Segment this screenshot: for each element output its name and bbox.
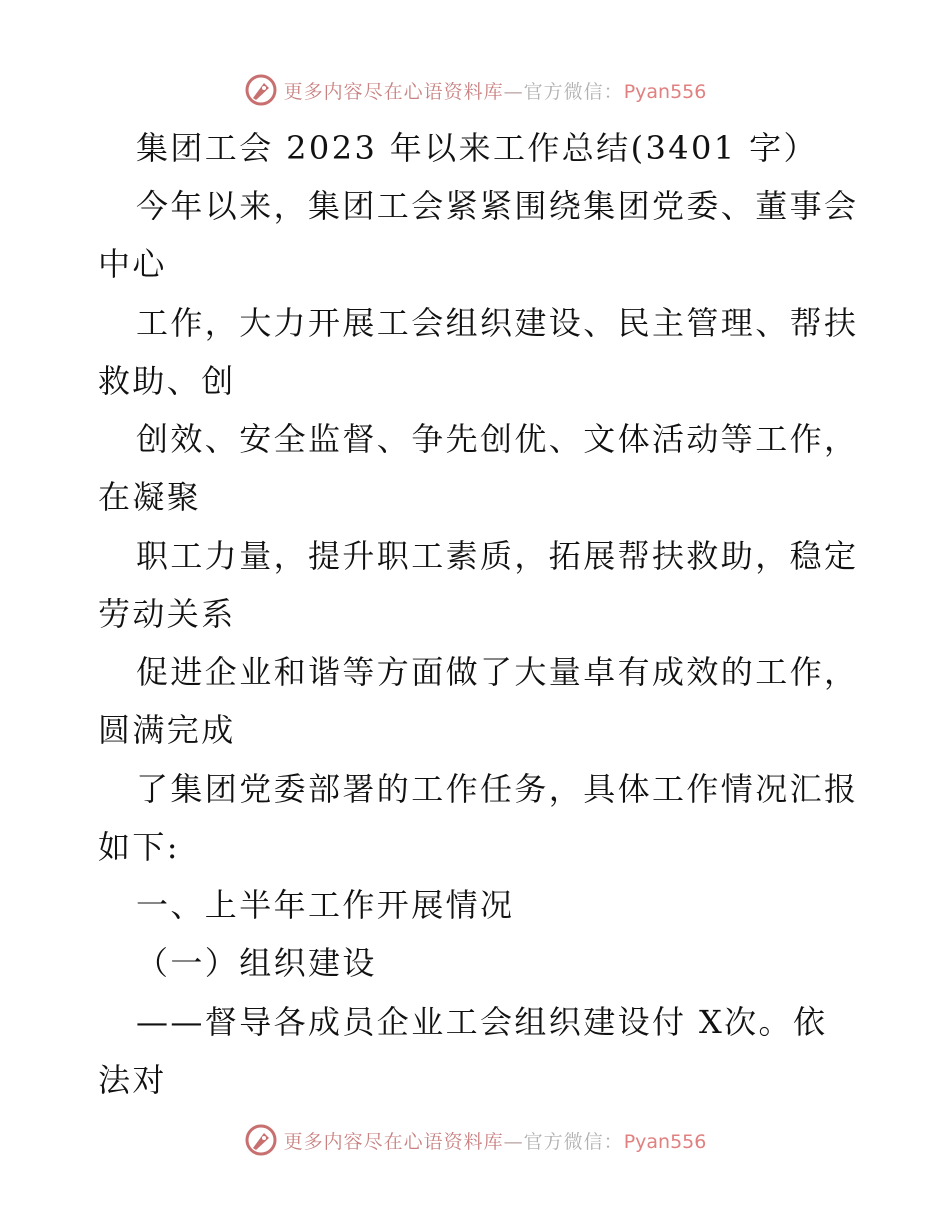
paragraph-line: 救助、创: [98, 362, 236, 400]
paragraph-line: 创效、安全监督、争先创优、文体活动等工作，: [136, 420, 859, 458]
footer-watermark: [0, 1120, 950, 1160]
paragraph-line: 中心: [98, 245, 167, 283]
paragraph-line: 在凝聚: [98, 478, 202, 516]
watermark-text: 更多内容尽在心语资料库—官方微信：Pyan556: [283, 1130, 707, 1153]
paragraph-line: 如下:: [98, 828, 180, 866]
header-watermark: [0, 70, 950, 110]
watermark-text: 更多内容尽在心语资料库—官方微信：Pyan556: [283, 80, 707, 103]
pen-nib-logo-icon: [244, 73, 278, 107]
paragraph-line: 劳动关系: [98, 595, 236, 633]
paragraph-line: 今年以来，集团工会紧紧围绕集团党委、董事会: [136, 187, 859, 225]
paragraph-line: 圆满完成: [98, 711, 236, 749]
paragraph-line: 了集团党委部署的工作任务，具体工作情况汇报: [136, 770, 859, 808]
paragraph-line: 促进企业和谐等方面做了大量卓有成效的工作，: [136, 653, 859, 691]
pen-nib-logo-icon: [244, 1123, 278, 1157]
paragraph-line: ——督导各成员企业工会组织建设付 X次。依: [136, 1003, 828, 1041]
section-heading: 一、上半年工作开展情况: [136, 886, 515, 924]
paragraph-line: 职工力量，提升职工素质，拓展帮扶救助，稳定: [136, 537, 859, 575]
subsection-heading: （一）组织建设: [136, 944, 377, 982]
paragraph-line: 法对: [98, 1061, 167, 1099]
paragraph-line: 工作，大力开展工会组织建设、民主管理、帮扶: [136, 304, 859, 342]
document-title: 集团工会 2023 年以来工作总结(3401 字）: [136, 129, 818, 167]
